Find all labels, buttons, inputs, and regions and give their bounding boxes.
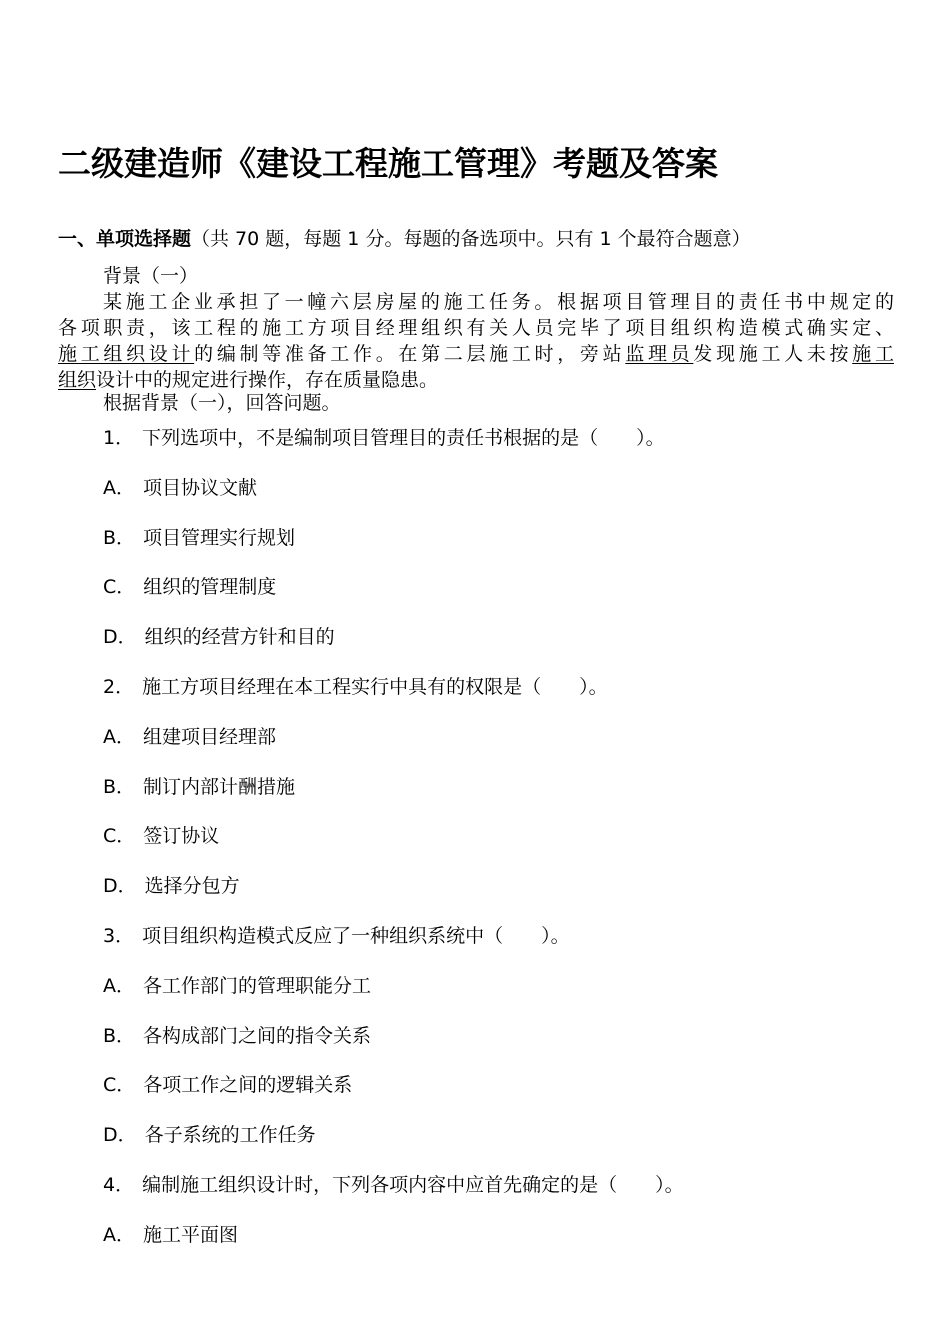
option-letter: D．	[103, 626, 137, 649]
option-item	[103, 773, 684, 823]
section-title: 一、单项选择题	[58, 228, 192, 250]
background-heading: 背景（一）	[103, 265, 199, 287]
option-text: 项目协议文献	[143, 476, 258, 499]
option-item	[103, 573, 684, 623]
section-heading	[58, 225, 751, 253]
option-letter: A．	[103, 974, 135, 997]
question-prompt: 根据背景（一），回答问题。	[103, 392, 341, 414]
option-letter: C．	[103, 576, 136, 599]
section-note: （共 70 题，每题 1 分。每题的备选项中。只有 1 个最符合题意）	[191, 228, 751, 250]
option-item	[103, 524, 684, 574]
option-text: 各项工作之间的逻辑关系	[143, 1074, 353, 1097]
option-item	[103, 972, 684, 1022]
question-item	[103, 922, 684, 972]
option-text: 施工平面图	[143, 1223, 239, 1246]
option-item	[103, 474, 684, 524]
background-line	[58, 341, 894, 367]
question-list	[103, 424, 684, 1271]
option-text: 各子系统的工作任务	[144, 1124, 316, 1147]
question-number: 3．	[103, 924, 135, 947]
document-title: 二级建造师《建设工程施工管理》考题及答案	[58, 144, 718, 183]
question-number: 1．	[103, 427, 135, 449]
option-item	[103, 822, 684, 872]
option-text: 组建项目经理部	[143, 725, 277, 748]
question-item	[103, 1171, 684, 1221]
option-item	[103, 1121, 684, 1171]
background-text: 发现施工人未按	[693, 343, 853, 365]
question-text: 项目组织构造模式反应了一种组织系统中（ ）。	[142, 924, 570, 947]
option-text: 组织的管理制度	[143, 576, 277, 599]
option-item	[103, 872, 684, 922]
option-item	[103, 623, 684, 673]
question-text: 编制施工组织设计时，下列各项内容中应首先确定的是（ ）。	[142, 1173, 684, 1196]
question-text: 下列选项中，不是编制项目管理目的责任书根据的是（ ）。	[142, 427, 665, 449]
question-item	[103, 424, 684, 474]
option-text: 项目管理实行规划	[143, 526, 296, 549]
option-letter: D．	[103, 875, 137, 898]
question-text: 施工方项目经理在本工程实行中具有的权限是（ ）。	[142, 675, 608, 698]
option-letter: A．	[103, 1223, 135, 1246]
option-text: 组织的经营方针和目的	[144, 626, 335, 649]
option-item	[103, 723, 684, 773]
underlined-term: 组织	[58, 369, 97, 391]
background-text: 设计中的规定进行操作，存在质量隐患。	[96, 369, 439, 391]
option-letter: C．	[103, 825, 136, 848]
question-item	[103, 673, 684, 723]
option-text: 各工作部门的管理职能分工	[143, 974, 372, 997]
option-text: 各构成部门之间的指令关系	[143, 1024, 372, 1047]
option-item	[103, 1071, 684, 1121]
question-number: 2．	[103, 675, 135, 698]
option-text: 选择分包方	[144, 875, 240, 898]
background-line: 某施工企业承担了一幢六层房屋的施工任务。根据项目管理目的责任书中规定的	[103, 291, 894, 313]
option-letter: B．	[103, 1024, 136, 1047]
background-paragraph	[58, 289, 894, 393]
option-letter: C．	[103, 1074, 136, 1097]
background-line: 各项职责，该工程的施工方项目经理组织有关人员完毕了项目组织构造模式确实定、	[58, 317, 894, 339]
option-text: 制订内部计酬措施	[143, 775, 296, 798]
background-text: 的编制等准备工作。在第二层施工时，旁站	[194, 343, 626, 365]
option-letter: B．	[103, 775, 136, 798]
option-item	[103, 1221, 684, 1271]
option-letter: A．	[103, 725, 135, 748]
underlined-term: 监理员	[625, 343, 694, 365]
option-letter: D．	[103, 1124, 137, 1147]
question-number: 4．	[103, 1173, 135, 1196]
option-letter: B．	[103, 526, 136, 549]
option-text: 签订协议	[143, 825, 220, 848]
underlined-term: 施工组织设计	[58, 343, 195, 365]
option-item	[103, 1022, 684, 1072]
option-letter: A．	[103, 476, 135, 499]
underlined-term: 施工	[852, 343, 894, 365]
